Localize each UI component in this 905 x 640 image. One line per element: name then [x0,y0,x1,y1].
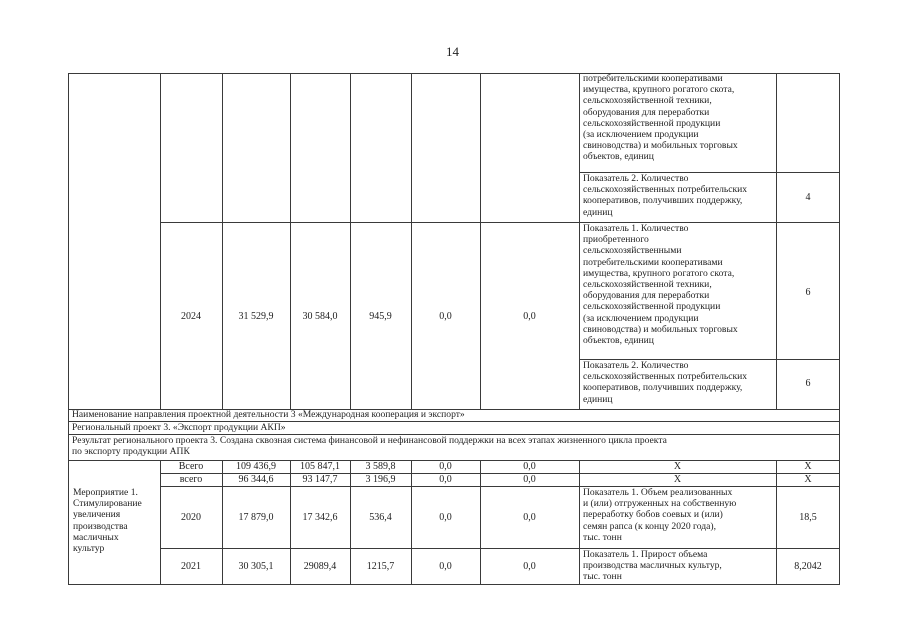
indicator-value: 4 [805,192,811,203]
col-divider [160,73,161,409]
page-number: 14 [446,44,459,59]
local-cell: 0,0 [439,561,452,572]
total-cell: 17 879,0 [238,512,274,523]
section-project: Региональный проект 3. «Экспорт продукции АКП» [72,422,286,433]
local-cell: 0,0 [439,512,452,523]
indicator-text: потребительскими кооперативами имущества, крупного рогатого скота, сельскохозяйственной техники, оборудования для переработки сельскохозяйственной продукции (за исключением продукции свиноводства) и мобильных торговых объектов, единиц [583,73,738,163]
federal-cell: 30 584,0 [302,311,338,322]
local-cell: 0,0 [439,311,452,322]
other-cell: 0,0 [523,512,536,523]
indicator-value: 6 [805,378,811,389]
col-divider [222,73,223,409]
col-divider [480,73,481,409]
year-cell: Всего [178,461,204,472]
other-cell: 0,0 [523,474,536,485]
row-divider [160,222,840,223]
measure-name: Мероприятие 1. Стимулирование увеличения производства масличных культур [73,487,142,555]
regional-cell: 945,9 [369,311,392,322]
col-divider [350,73,351,409]
indicator-value: 8,2042 [794,561,822,572]
regional-cell: 1215,7 [366,561,395,572]
federal-cell: 93 147,7 [302,474,338,485]
col-divider [290,73,291,409]
other-cell: 0,0 [523,561,536,572]
total-cell: 96 344,6 [238,474,274,485]
total-cell: 30 305,1 [238,561,274,572]
section-direction: Наименование направления проектной деятельности 3 «Международная кооперация и экспорт» [72,409,465,420]
indicator-text: Показатель 1. Количество приобретенного сельскохозяйственными потребительскими кооперативами имущества, крупного рогатого скота, сельскохозяйственной техники, оборудования для переработки сельскохозяйственной продукции (за исключением продукции свиноводства) и мобильных торговых объектов, единиц [583,223,738,347]
row-divider [160,486,840,487]
indicator-value: 6 [805,287,811,298]
regional-cell: 3 589,8 [365,461,396,472]
year-cell: 2020 [181,512,201,523]
year-cell: 2021 [181,561,201,572]
regional-cell: 536,4 [369,512,392,523]
federal-cell: 29089,4 [303,561,337,572]
indicator-value: Х [804,474,812,485]
row-divider [160,548,840,549]
local-cell: 0,0 [439,474,452,485]
col-divider [411,73,412,409]
year-cell: всего [179,474,203,485]
other-cell: 0,0 [523,311,536,322]
total-cell: 31 529,9 [238,311,274,322]
local-cell: 0,0 [439,461,452,472]
indicator-text: Х [673,474,682,485]
federal-cell: 105 847,1 [300,461,340,472]
regional-cell: 3 196,9 [365,474,396,485]
indicator-value: Х [804,461,812,472]
indicator-text: Показатель 2. Количество сельскохозяйственных потребительских кооперативов, получивших поддержку, единиц [583,173,748,218]
indicator-text: Х [673,461,682,472]
indicator-text: Показатель 1. Прирост объема производства масличных культур, тыс. тонн [583,549,722,583]
section-result: Результат регионального проекта 3. Создана сквозная система финансовой и нефинансовой поддержки на всех этапах жизненного цикла проекта по экспорту продукции АПК [72,435,667,458]
total-cell: 109 436,9 [236,461,276,472]
indicator-value: 18,5 [799,512,817,523]
other-cell: 0,0 [523,461,536,472]
indicator-text: Показатель 1. Объем реализованных и (или) отгруженных на собственную переработку бобов соевых и (или) семян рапса (к концу 2020 года), тыс. тонн [583,487,737,543]
indicator-text: Показатель 2. Количество сельскохозяйственных потребительских кооперативов, получивших поддержку, единиц [583,360,748,405]
federal-cell: 17 342,6 [302,512,338,523]
year-cell: 2024 [181,311,201,322]
